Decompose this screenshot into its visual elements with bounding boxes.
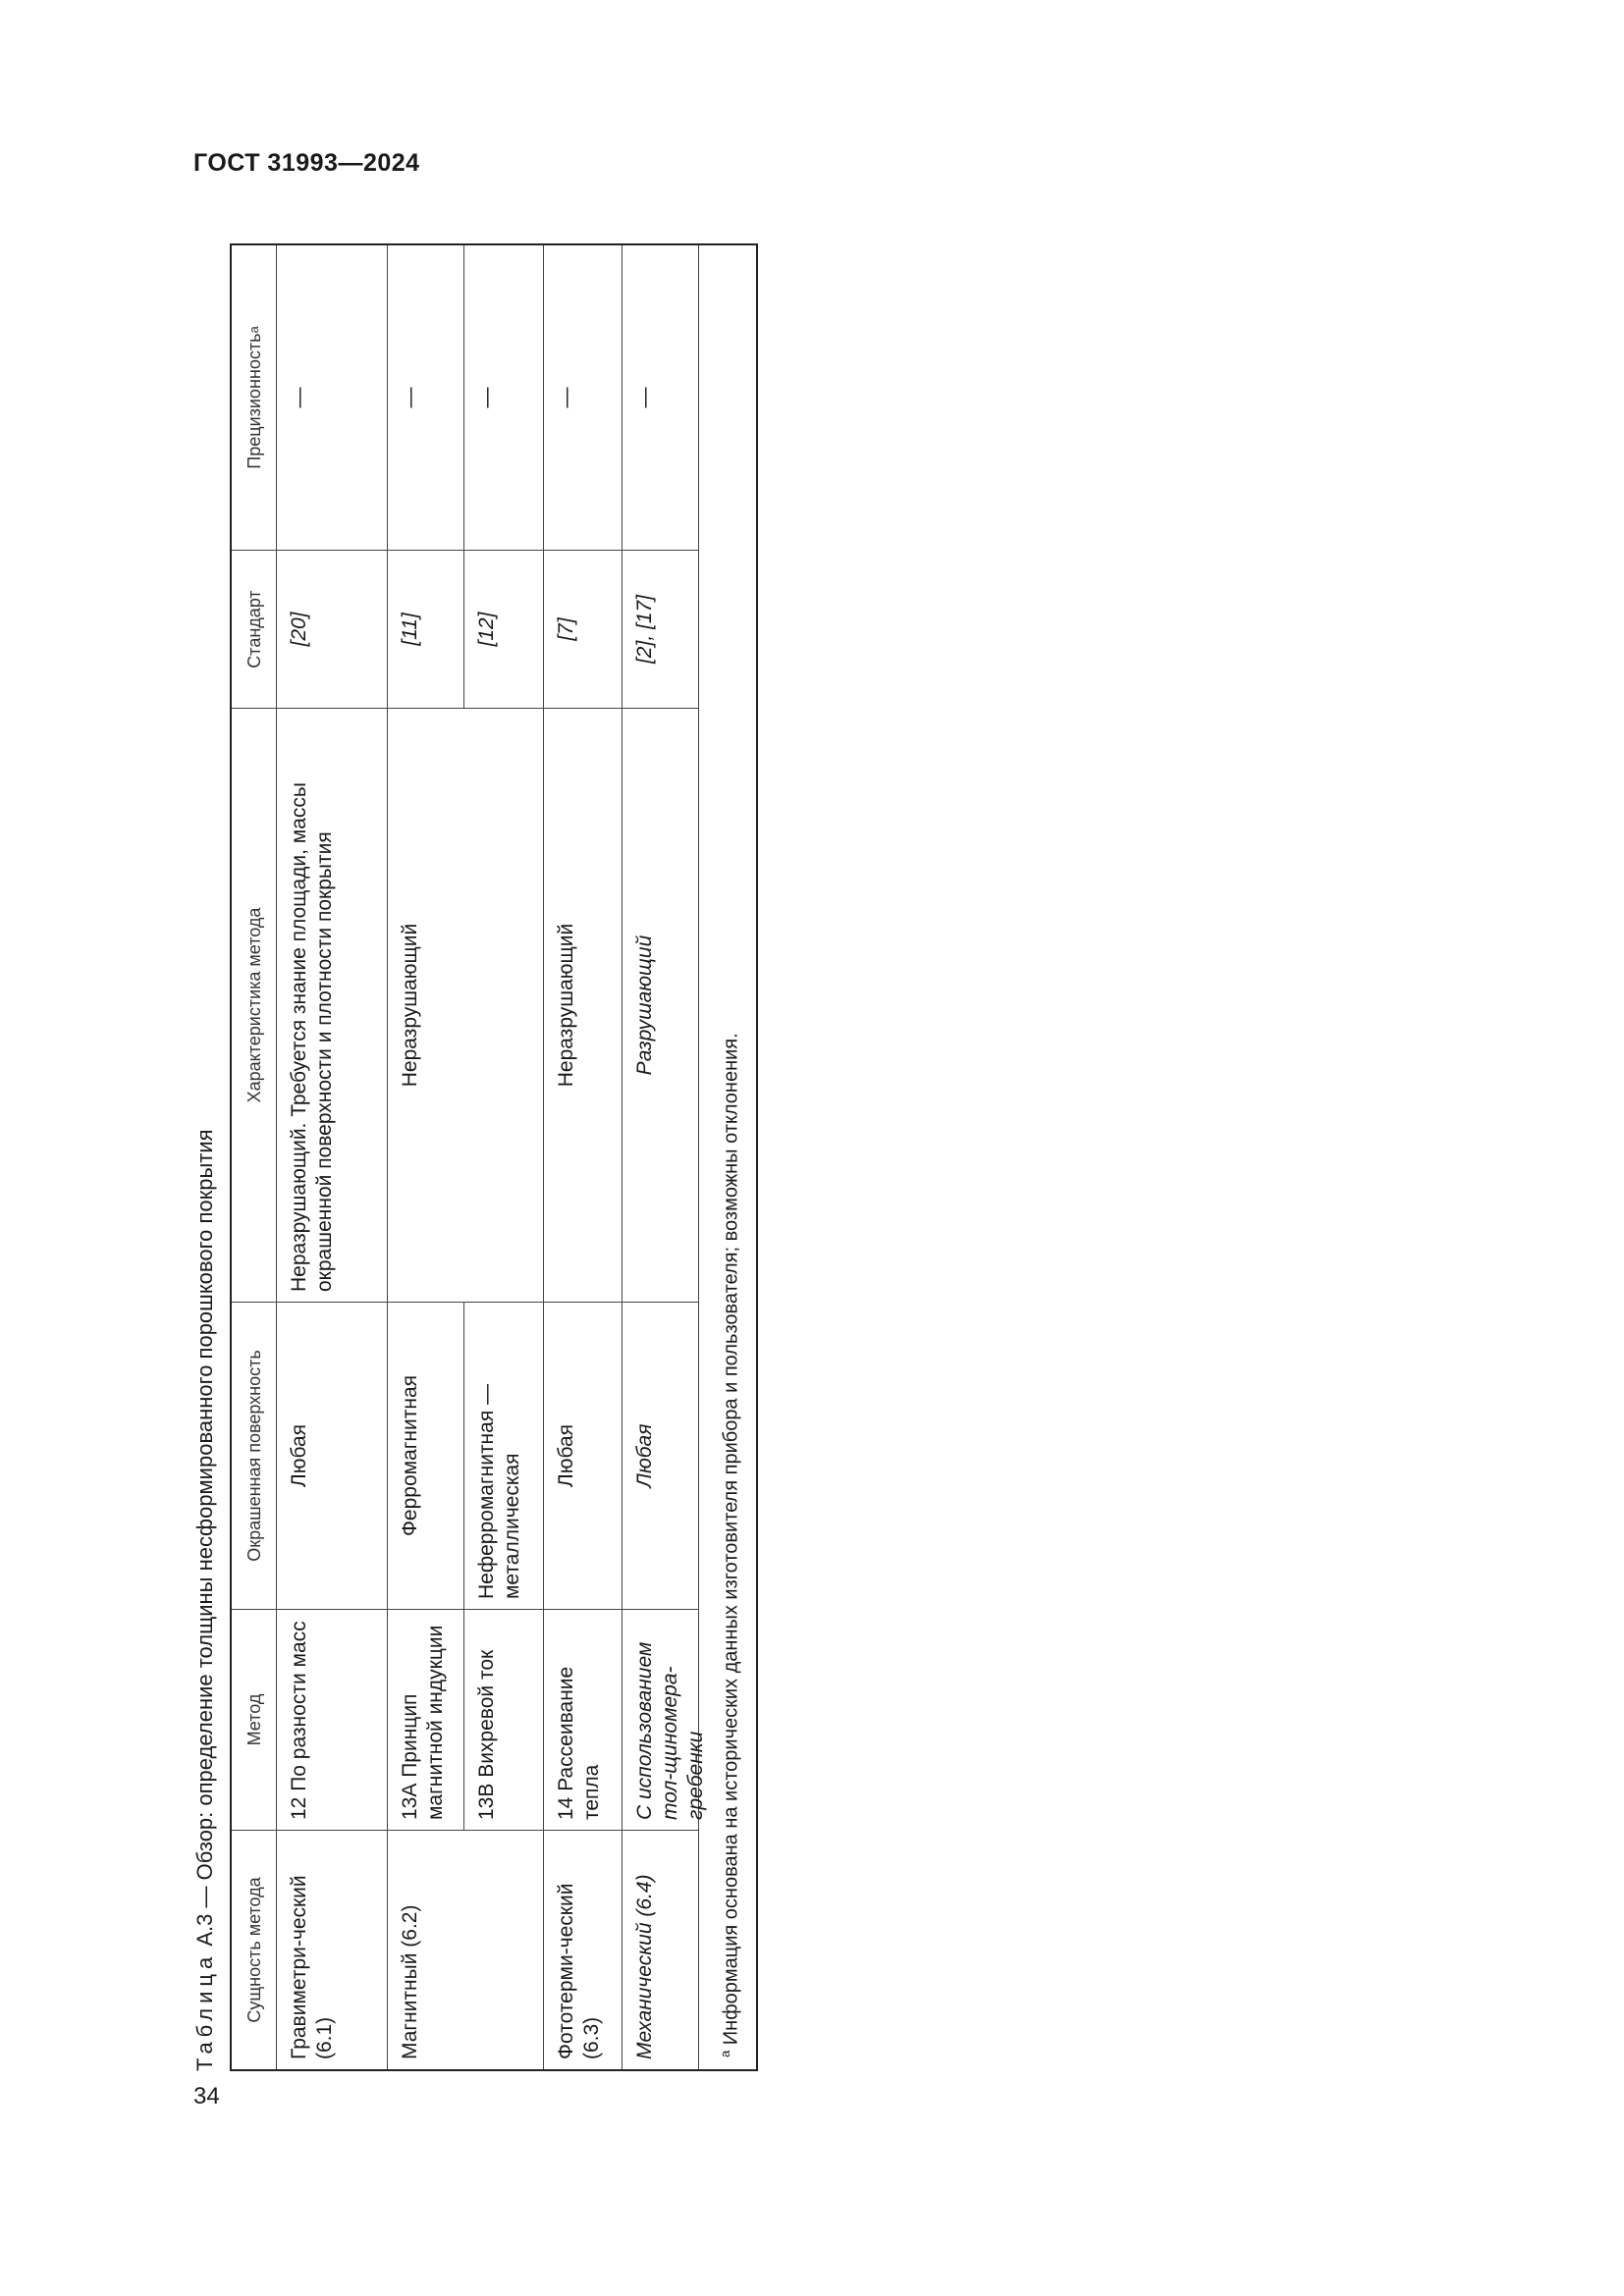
cell-magn-standard-b: [12] — [464, 550, 544, 708]
cell-grav-standard: [20] — [277, 550, 388, 708]
cell-magn-precision-b: — — [464, 245, 544, 550]
cell-photo-surface: Любая — [544, 1302, 623, 1609]
cell-magn-method-b: 13В Вихревой ток — [464, 1609, 544, 1830]
cell-magn-method-a: 13А Принцип магнитной индукции — [388, 1609, 464, 1830]
cell-grav-surface: Любая — [277, 1302, 388, 1609]
cell-grav-essence: Гравиметри-ческий (6.1) — [277, 1830, 388, 2069]
footnote-text: Информация основана на исторических данных изготовителя прибора и пользователя; возможны отклонения. — [720, 1033, 742, 2051]
table-footnote — [699, 245, 756, 2069]
table-caption — [189, 1129, 230, 2071]
header-precision: Прецизионность а — [232, 245, 277, 550]
cell-photo-precision: — — [544, 245, 623, 550]
cell-mech-essence: Механический (6.4) — [623, 1830, 699, 2069]
cell-mech-characteristic: Разрушающий — [623, 708, 699, 1302]
header-characteristic: Характеристика метода — [232, 708, 277, 1302]
cell-photo-standard: [7] — [544, 550, 623, 708]
caption-text: А.3 — Обзор: определение толщины несформированного порошкового покрытия — [192, 1129, 217, 1952]
cell-photo-essence: Фототерми-ческий (6.3) — [544, 1830, 623, 2069]
header-method: Метод — [232, 1609, 277, 1830]
cell-magn-precision-a: — — [388, 245, 464, 550]
caption-label: Таблица — [192, 1951, 217, 2071]
header-standard: Стандарт — [232, 550, 277, 708]
cell-magn-surface-a: Ферромагнитная — [388, 1302, 464, 1609]
cell-magn-standard-a: [11] — [388, 550, 464, 708]
cell-magn-essence: Магнитный (6.2) — [388, 1830, 544, 2069]
overview-table — [230, 243, 758, 2071]
cell-grav-characteristic: Неразрушающий. Требуется знание площади, массы окрашенной поверхности и плотности покрытия — [277, 708, 388, 1302]
cell-magn-characteristic: Неразрушающий — [388, 708, 544, 1302]
cell-photo-characteristic: Неразрушающий — [544, 708, 623, 1302]
cell-mech-surface: Любая — [623, 1302, 699, 1609]
cell-magn-surface-b: Неферромагнитная — металлическая — [464, 1302, 544, 1609]
document-header: ГОСТ 31993—2024 — [193, 149, 420, 177]
cell-grav-method: 12 По разности масс — [277, 1609, 388, 1830]
cell-mech-precision: — — [623, 245, 699, 550]
cell-mech-method: С использованием тол-щиномера-гребенки — [623, 1609, 699, 1830]
cell-photo-method: 14 Рассеивание тепла — [544, 1609, 623, 1830]
header-essence: Сущность метода — [232, 1830, 277, 2069]
rotated-table-block — [189, 241, 764, 2083]
cell-grav-precision: — — [277, 245, 388, 550]
cell-mech-standard: [2], [17] — [623, 550, 699, 708]
page-number: 34 — [193, 2083, 220, 2109]
header-surface: Окрашенная поверхность — [232, 1302, 277, 1609]
footnote-mark: а — [718, 2050, 732, 2057]
